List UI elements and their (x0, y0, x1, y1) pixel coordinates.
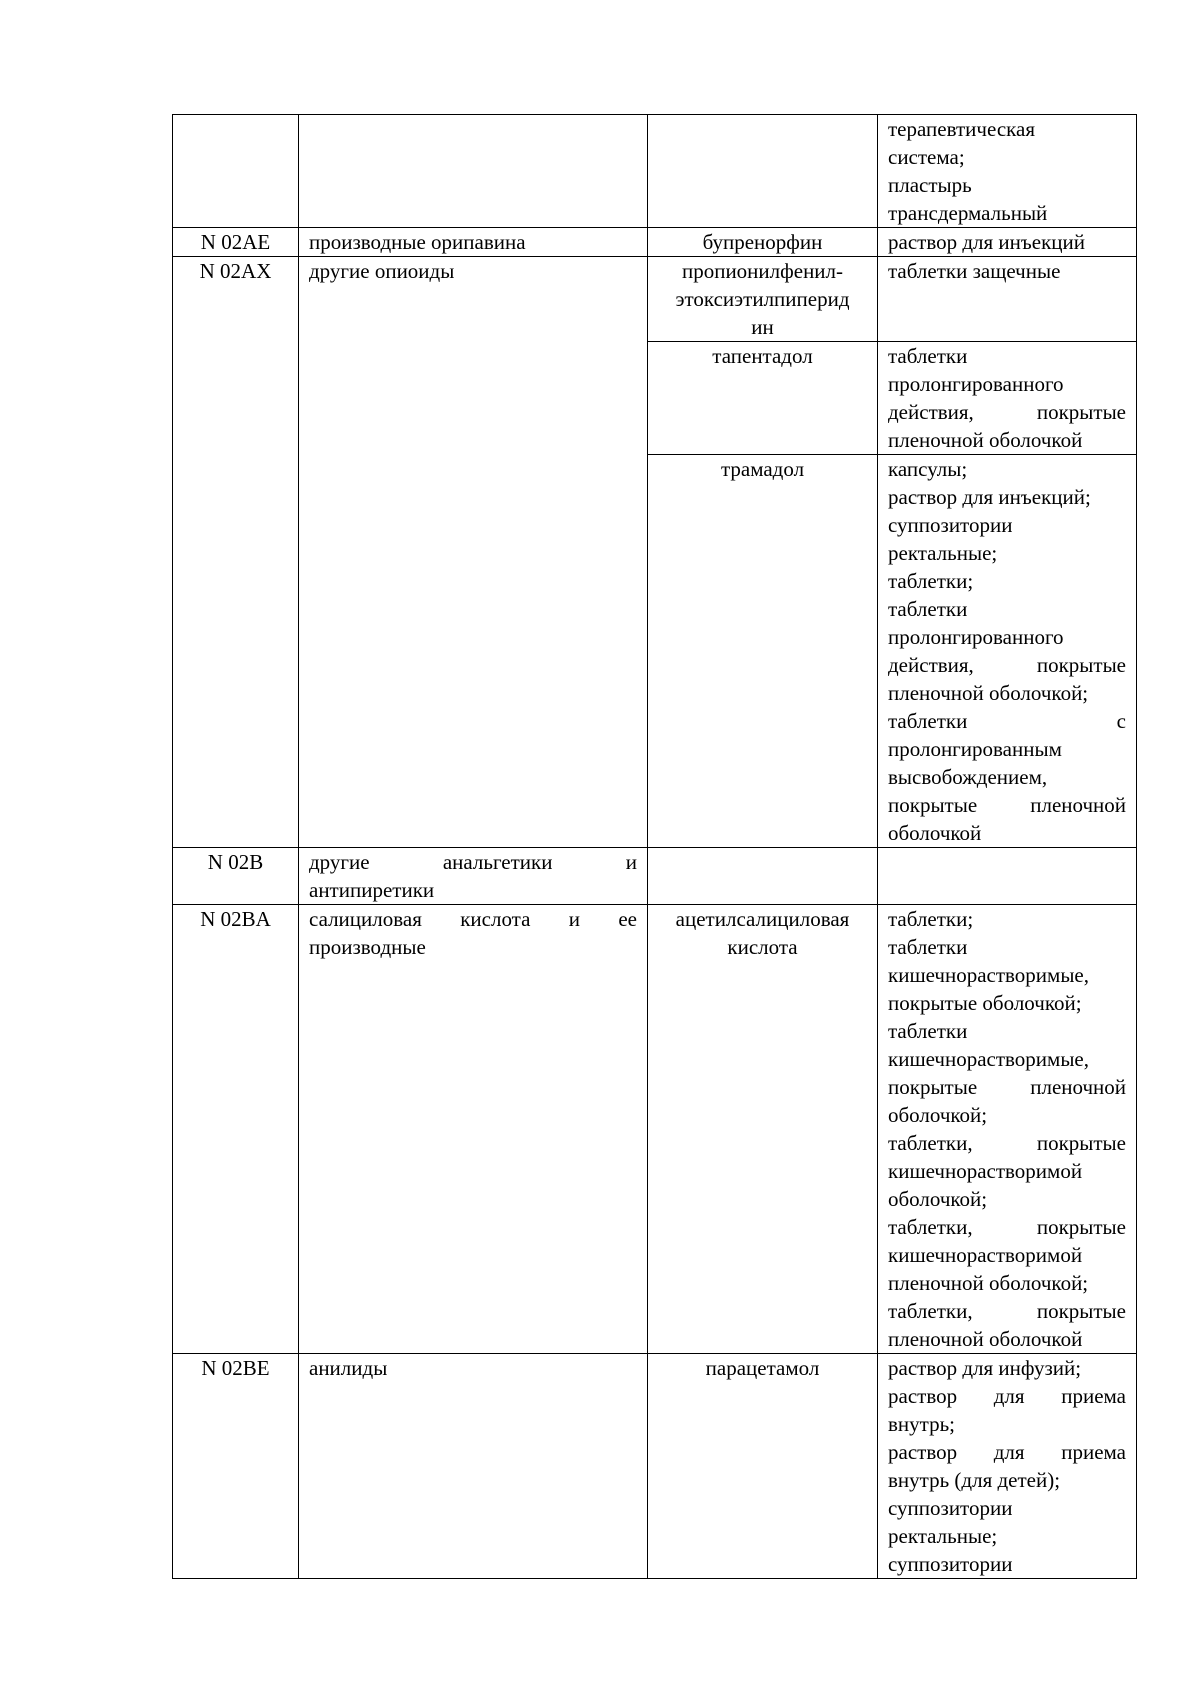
dosage-form-line: таблетки защечные (888, 259, 1061, 283)
dosage-form-line: пролонгированного (888, 625, 1064, 649)
dosage-form-line: терапевтическая (888, 117, 1035, 141)
dosage-form-line: действия, покрытые (888, 400, 1126, 424)
atc-code-cell: N 02AE (173, 228, 299, 257)
table-row (173, 905, 1137, 1354)
dosage-form-line: раствор для инъекций (888, 230, 1085, 254)
group-line: антипиретики (309, 878, 435, 902)
atc-code-cell: N 02BA (173, 905, 299, 1354)
dosage-form-line: трансдермальный (888, 201, 1048, 225)
dosage-form-line: ректальные; (888, 1524, 998, 1548)
dosage-form-line: кишечнорастворимой (888, 1159, 1083, 1183)
anatomical-group-cell: производные орипавина (299, 228, 648, 257)
dosage-form-line: таблетки (888, 935, 968, 959)
drug-name-cell: трамадол (648, 455, 878, 848)
dosage-form-line: пленочной оболочкой (888, 428, 1083, 452)
anatomical-group-cell: анилиды (299, 1354, 648, 1579)
dosage-forms-cell (878, 455, 1137, 848)
dosage-forms-cell (878, 115, 1137, 228)
dosage-form-line: кишечнорастворимые, (888, 1047, 1090, 1071)
drug-name-cell: бупренорфин (648, 228, 878, 257)
dosage-form-line: покрытые оболочкой; (888, 991, 1082, 1015)
dosage-forms-cell (878, 257, 1137, 342)
dosage-form-line: раствор для приема (888, 1440, 1126, 1464)
anatomical-group-cell: другие опиоиды (299, 257, 648, 848)
dosage-form-line: таблетки, покрытые (888, 1131, 1126, 1155)
table-row (173, 848, 1137, 905)
drug-name-cell (648, 848, 878, 905)
table-row (173, 257, 1137, 342)
drug-name-cell (648, 905, 878, 1354)
drug-table-body (173, 115, 1137, 1579)
anatomical-group-cell (299, 905, 648, 1354)
drug-name-cell: тапентадол (648, 342, 878, 455)
dosage-form-line: пролонгированным (888, 737, 1062, 761)
dosage-form-line: внутрь; (888, 1412, 955, 1436)
drug-list-page (172, 114, 1136, 1579)
dosage-form-line: покрытые пленочной (888, 1075, 1126, 1099)
dosage-form-line: суппозитории (888, 1496, 1013, 1520)
group-line: салициловая кислота и ее (309, 907, 637, 931)
drug-name-line: этоксиэтилпиперид (675, 287, 850, 311)
dosage-form-line: пленочной оболочкой; (888, 681, 1089, 705)
dosage-forms-cell (878, 1354, 1137, 1579)
drug-name-line: ацетилсалициловая (675, 907, 850, 931)
dosage-form-line: таблетки (888, 344, 968, 368)
dosage-forms-cell (878, 905, 1137, 1354)
dosage-form-line: система; (888, 145, 965, 169)
dosage-form-line: ректальные; (888, 541, 998, 565)
dosage-form-line: кишечнорастворимые, (888, 963, 1090, 987)
drug-name-line: пропионилфенил- (681, 259, 844, 283)
dosage-form-line: покрытые пленочной (888, 793, 1126, 817)
group-line: производные (309, 935, 426, 959)
dosage-form-line: пленочной оболочкой (888, 1327, 1083, 1351)
dosage-form-line: действия, покрытые (888, 653, 1126, 677)
dosage-form-line: внутрь (для детей); (888, 1468, 1061, 1492)
dosage-form-line: таблетки, покрытые (888, 1215, 1126, 1239)
atc-code-cell: N 02B (173, 848, 299, 905)
dosage-form-line: суппозитории (888, 513, 1013, 537)
dosage-form-line: таблетки, покрытые (888, 1299, 1126, 1323)
dosage-forms-cell (878, 228, 1137, 257)
dosage-form-line: пластырь (888, 173, 972, 197)
dosage-form-line: таблетки; (888, 907, 974, 931)
anatomical-group-cell (299, 848, 648, 905)
drug-name-line: ин (751, 315, 774, 339)
dosage-form-line: раствор для инъекций; (888, 485, 1091, 509)
anatomical-group-cell (299, 115, 648, 228)
dosage-form-line: таблетки (888, 597, 968, 621)
drug-name-line: кислота (727, 935, 798, 959)
dosage-forms-cell (878, 342, 1137, 455)
atc-code-cell: N 02BE (173, 1354, 299, 1579)
dosage-form-line: таблетки; (888, 569, 974, 593)
dosage-form-line: оболочкой; (888, 1103, 988, 1127)
drug-name-cell: парацетамол (648, 1354, 878, 1579)
dosage-form-line: таблетки с (888, 709, 1126, 733)
table-row (173, 1354, 1137, 1579)
atc-code-cell (173, 115, 299, 228)
dosage-form-line: капсулы; (888, 457, 968, 481)
dosage-form-line: суппозитории (888, 1552, 1013, 1576)
table-row (173, 228, 1137, 257)
dosage-forms-cell (878, 848, 1137, 905)
drug-name-cell (648, 257, 878, 342)
dosage-form-line: раствор для приема (888, 1384, 1126, 1408)
dosage-form-line: оболочкой; (888, 1187, 988, 1211)
dosage-form-line: раствор для инфузий; (888, 1356, 1082, 1380)
dosage-form-line: пленочной оболочкой; (888, 1271, 1089, 1295)
dosage-form-line: высвобождением, (888, 765, 1048, 789)
dosage-form-line: пролонгированного (888, 372, 1064, 396)
dosage-form-line: оболочкой (888, 821, 982, 845)
drug-table (172, 114, 1137, 1579)
group-line: другие анальгетики и (309, 850, 637, 874)
dosage-form-line: кишечнорастворимой (888, 1243, 1083, 1267)
drug-name-cell (648, 115, 878, 228)
atc-code-cell: N 02AX (173, 257, 299, 848)
dosage-form-line: таблетки (888, 1019, 968, 1043)
table-row (173, 115, 1137, 228)
